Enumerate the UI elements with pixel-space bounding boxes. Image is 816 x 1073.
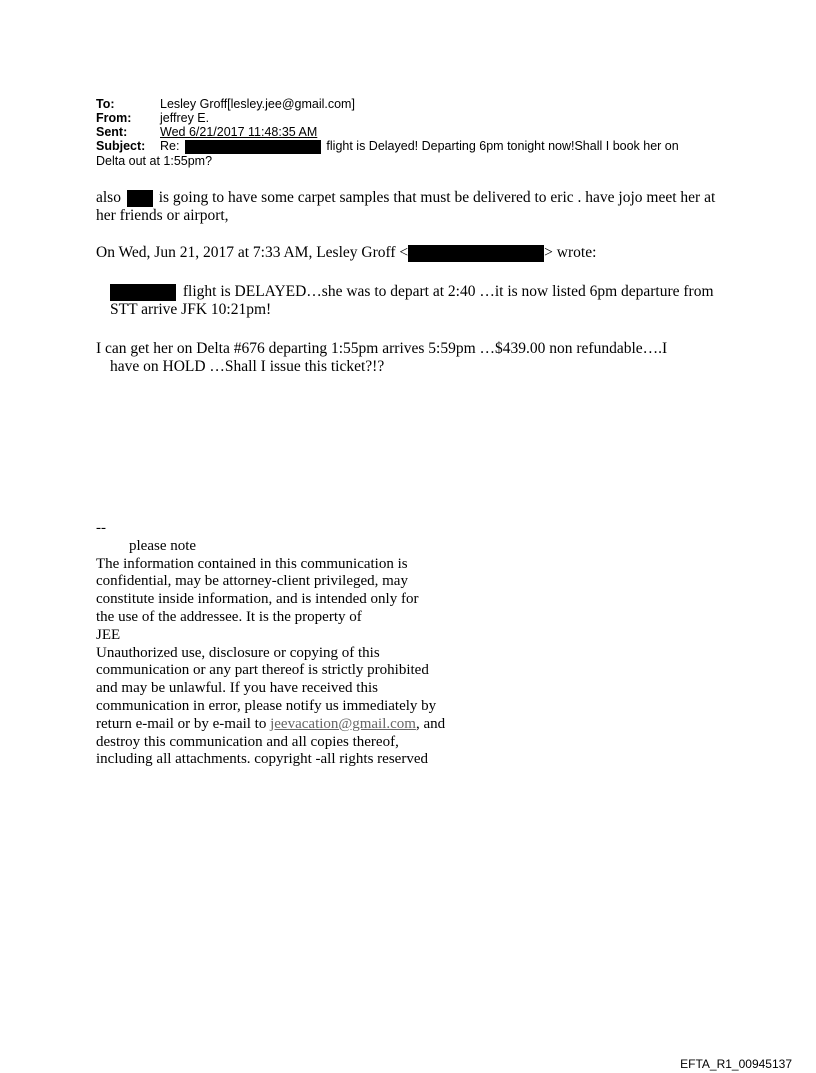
sent-value: Wed 6/21/2017 11:48:35 AM (160, 125, 318, 139)
disclaimer-line: The information contained in this communication is (96, 555, 408, 572)
signature-separator: -- (96, 520, 106, 536)
quoted-paragraph-2-line-1: I can get her on Delta #676 departing 1:55pm arrives 5:59pm …$439.00 non refundable….I (96, 340, 668, 357)
disclaimer-line: JEE (96, 626, 121, 643)
header-subject-continued (96, 154, 679, 168)
email-line-suffix: , and (415, 715, 446, 732)
disclaimer-line: including all attachments. copyright -all rights reserved (96, 751, 428, 768)
disclaimer-line: Unauthorized use, disclosure or copying of this (96, 644, 380, 661)
subject-prefix: Re: (160, 139, 180, 153)
disclaimer-line: destroy this communication and all copies thereof, (96, 733, 399, 750)
signature-note: please note (129, 537, 197, 554)
header-subject-row (96, 139, 679, 154)
email-signature (96, 520, 516, 769)
para1-rest: is going to have some carpet samples that must be delivered to eric . have jojo meet her at her friends or airport, (96, 189, 716, 224)
document-id: EFTA_R1_00945137 (680, 1057, 792, 1071)
subject-label: Subject: (96, 139, 146, 153)
quoted-paragraph-1 (110, 283, 730, 319)
quote-attribution-end: > wrote: (544, 244, 597, 261)
subject-continued-text: Delta out at 1:55pm? (96, 153, 213, 168)
disclaimer-line: constitute inside information, and is intended only for (96, 591, 419, 608)
quote-attribution-start: On Wed, Jun 21, 2017 at 7:33 AM, Lesley Groff < (96, 244, 409, 261)
header-from-row (96, 111, 679, 125)
disclaimer-email-line (96, 716, 516, 734)
header-to-row (96, 97, 679, 111)
quoted-paragraph-1-text: flight is DELAYED…she was to depart at 2:40 …it is now listed 6pm departure from STT arrive JFK 10:21pm! (110, 283, 714, 318)
disclaimer-line: communication in error, please notify us immediately by (96, 697, 437, 714)
email-link[interactable]: jeevacation@gmail.com (270, 715, 416, 732)
to-label: To: (96, 97, 115, 111)
disclaimer-line: and may be unlawful. If you have received this (96, 680, 378, 697)
from-value: jeffrey E. (160, 111, 210, 125)
quoted-paragraph-2 (96, 340, 736, 376)
redaction-block (127, 190, 153, 207)
subject-text: flight is Delayed! Departing 6pm tonight now!Shall I book her on (326, 139, 679, 153)
quote-attribution (96, 244, 736, 262)
email-header (96, 97, 679, 168)
email-line-prefix: return e-mail or by e-mail to (96, 715, 271, 732)
redaction-block (110, 284, 176, 301)
redaction-block (408, 245, 544, 262)
from-label: From: (96, 111, 132, 125)
disclaimer-line: the use of the addressee. It is the property of (96, 608, 362, 625)
redaction-block (185, 140, 321, 154)
to-value: Lesley Groff[lesley.jee@gmail.com] (160, 97, 355, 111)
disclaimer-line: confidential, may be attorney-client privileged, may (96, 573, 408, 590)
header-sent-row (96, 125, 679, 139)
quoted-paragraph-2-line-2: have on HOLD …Shall I issue this ticket?!? (110, 358, 385, 375)
disclaimer-line: communication or any part thereof is strictly prohibited (96, 662, 429, 679)
sent-label: Sent: (96, 125, 128, 139)
message-paragraph-1 (96, 189, 736, 225)
para1-start: also (96, 189, 121, 206)
